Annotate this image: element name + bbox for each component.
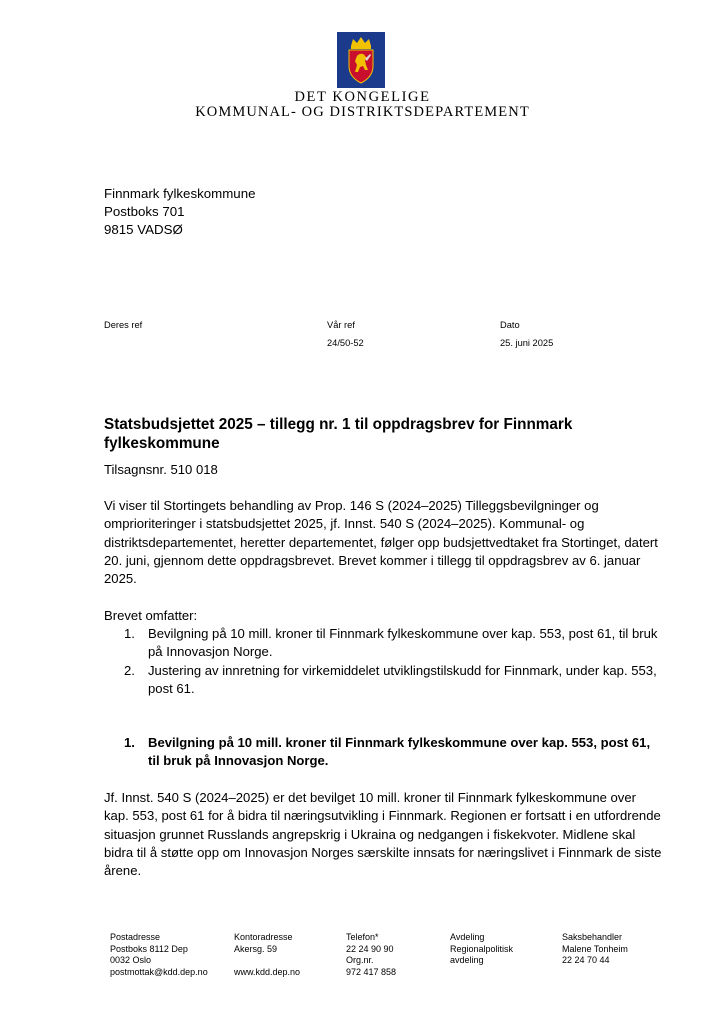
footer-value: avdeling xyxy=(450,955,484,966)
footer-postadresse xyxy=(110,932,208,978)
footer-label: Postadresse xyxy=(110,932,161,942)
var-ref-label: Vår ref xyxy=(327,320,355,330)
footer-kontoradresse xyxy=(234,932,300,978)
footer-saksbehandler xyxy=(562,932,628,967)
footer-telefon xyxy=(346,932,396,978)
footer-value: 22 24 90 90 xyxy=(346,943,394,954)
footer-label: Kontoradresse xyxy=(234,932,293,942)
var-ref-value: 24/50-52 xyxy=(327,338,364,348)
footer-website[interactable]: www.kdd.dep.no xyxy=(234,966,301,977)
list-item xyxy=(104,662,664,699)
department-name-line2: KOMMUNAL- OG DISTRIKTSDEPARTEMENT xyxy=(195,104,530,120)
recipient-city: 9815 VADSØ xyxy=(104,222,183,237)
dato-value: 25. juni 2025 xyxy=(500,338,554,348)
section-paragraph: Jf. Innst. 540 S (2024–2025) er det bevilget 10 mill. kroner til Finnmark fylkeskommune over kap. 553, post 61 for å bidra til næringsutvikling i Finnmark. Regionen er fortsatt i en utfordrende situasjon grunnet Russlands angrepskrig i Ukraina og nedgangen i fiskekvoter. Midlene skal bidra til å støtte opp om Innovasjon Norges særskilte innsats for næringslivet i Finnmark de siste årene. xyxy=(104,790,662,879)
letter-title: Statsbudsjettet 2025 – tillegg nr. 1 til oppdragsbrev for Finnmark fylkeskommune xyxy=(104,416,573,452)
recipient-name: Finnmark fylkeskommune xyxy=(104,186,256,201)
footer-value: 0032 Oslo xyxy=(110,955,152,966)
footer-label: Saksbehandler xyxy=(562,932,623,942)
list-item-number: 1. xyxy=(124,626,135,641)
footer-label: Telefon* xyxy=(346,932,379,942)
footer-value: Org.nr. xyxy=(346,955,374,966)
footer-value xyxy=(234,955,300,967)
list-item-text: Justering av innretning for virkemiddelet utviklingstilskudd for Finnmark, under kap. 553, post 61. xyxy=(148,662,657,696)
footer-value: Postboks 8112 Dep xyxy=(110,943,188,954)
section-heading xyxy=(104,734,664,771)
footer-value: Regionalpolitisk xyxy=(450,943,514,954)
scope-label: Brevet omfatter: xyxy=(104,608,198,623)
intro-paragraph: Vi viser til Stortingets behandling av Prop. 146 S (2024–2025) Tilleggsbevilgninger og omprioriteringer i statsbudsjettet 2025, jf. Innst. 540 S (2024–2025). Kommunal- og distriktsdepartementet, heretter departementet, følger opp budsjettvedtaket fra Stortinget, datert 20. juni, gjennom dette oppdragsbrevet. Brevet kommer i tillegg til oppdragsbrev av 6. januar 2025. xyxy=(104,498,658,587)
footer-value: Malene Tonheim xyxy=(562,943,628,954)
footer-avdeling xyxy=(450,932,513,967)
section-heading-text: Bevilgning på 10 mill. kroner til Finnmark fylkeskommune over kap. 553, post 61, til bruk på Innovasjon Norge. xyxy=(148,735,651,769)
scope-list xyxy=(104,625,664,698)
coat-of-arms-icon xyxy=(337,32,385,88)
department-name-line1: DET KONGELIGE xyxy=(294,89,431,105)
tilsagnsnr: Tilsagnsnr. 510 018 xyxy=(104,462,218,477)
dato-label: Dato xyxy=(500,320,520,330)
list-item-number: 2. xyxy=(124,662,135,678)
list-item xyxy=(104,625,664,662)
footer-email[interactable]: postmottak@kdd.dep.no xyxy=(110,966,208,977)
section-number: 1. xyxy=(124,735,135,750)
deres-ref-label: Deres ref xyxy=(104,320,143,330)
footer-value: 972 417 858 xyxy=(346,966,397,977)
footer-label: Avdeling xyxy=(450,932,485,942)
list-item-text: Bevilgning på 10 mill. kroner til Finnmark fylkeskommune over kap. 553, post 61, til bruk på Innovasjon Norge. xyxy=(148,626,658,660)
footer-value: 22 24 70 44 xyxy=(562,955,610,966)
footer-value: Akersg. 59 xyxy=(234,943,278,954)
recipient-street: Postboks 701 xyxy=(104,204,185,219)
